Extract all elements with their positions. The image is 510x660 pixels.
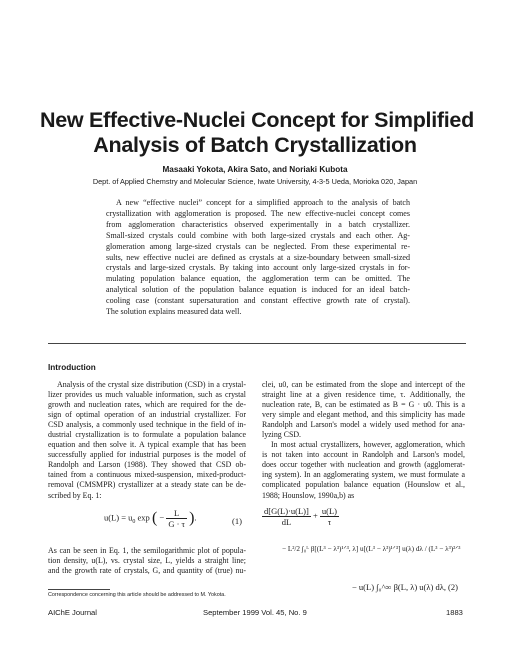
body-line: straight line at a given residence time, τ. Additionally, the [262, 390, 465, 400]
body-line: Randolph and Larson (1988). They showed that CSD ob- [48, 460, 246, 470]
authors: Masaaki Yokota, Akira Sato, and Noriaki Kubota [162, 165, 348, 174]
article-title [40, 108, 474, 158]
body-line: 1988; Hounslow, 1990a,b) as [262, 490, 355, 500]
body-line: very simple and elegant method, and this simplicity has made [262, 410, 465, 420]
body-line: equation and then solve it. A typical example that has been [48, 440, 246, 450]
body-line: Analysis of the crystal size distribution (CSD) in a crystal- [57, 380, 246, 389]
footnote-rule [48, 589, 110, 590]
left-column-paragraph [48, 380, 246, 501]
abstract-line: The solution explains measured data well. [106, 307, 242, 317]
eq1-fraction: $\frac{L}{G \cdot \tau}$ [168, 508, 185, 529]
abstract-line: A new “effective nuclei” concept for a simplified approach to the analysis of batch [116, 198, 410, 207]
body-line: As can be seen in Eq. 1, the semilogarithmic plot of popula- [48, 546, 246, 555]
equation-1-number: (1) [232, 516, 242, 526]
left-column-paragraph-2 [48, 546, 246, 576]
abstract-line: glomeration among large-sized crystals can be neglected. From these experimental re- [106, 241, 410, 251]
body-line: clei, u0, can be estimated from the slope and intercept of the [262, 380, 465, 389]
section-divider [48, 343, 466, 344]
abstract-line: crystallization with agglomeration is proposed. The new effective-nuclei concept comes [106, 208, 410, 218]
body-line: lizer provides us much valuable information, such as crystal [48, 390, 246, 400]
body-line: successfully applied for industrial purposes is the model of [48, 450, 246, 460]
body-line: lyzing CSD. [262, 430, 302, 440]
abstract-line: mulating population balance equation, the agglomeration term can be omitted. The [106, 274, 410, 284]
body-line: dustrial crystallization is to formulate a population balance [48, 430, 246, 440]
abstract-line: sults, new effective nuclei are defined as crystals at a size-boundary between small-sized [106, 252, 410, 262]
body-line: tion density, u(L), vs. crystal size, L, yields a straight line; [48, 556, 246, 566]
body-line: tained from a continuous mixed-suspension, mixed-product- [48, 470, 246, 480]
footer-journal: AIChE Journal [48, 608, 97, 617]
body-line: removal (CMSMPR) crystallizer at a steady state can be de- [48, 480, 246, 490]
footer-issue: September 1999 Vol. 45, No. 9 [203, 608, 307, 617]
body-line: growth and nucleation rates, which are required for the de- [48, 400, 246, 410]
right-column-paragraph [262, 380, 465, 501]
body-line: CSD analysis, a commonly used technique in the field of in- [48, 420, 246, 430]
equation-2-middle: − L²/2 ∫₀ᴸ β[(L³ − λ³)¹ᐟ³, λ] u[(L³ − λ³)¹ᐟ³] u(λ) dλ / (L³ − λ³)²ᐟ³ [282, 545, 461, 553]
equation-1: $u(L) = u_0$ exp ( − $\frac{L}{G \cdot \tau}$ ). [104, 508, 197, 529]
title-line-2: Analysis of Batch Crystallization [93, 133, 417, 157]
footer-page-number: 1883 [446, 608, 463, 617]
equation-2-number: (2) [448, 582, 458, 592]
body-line: ing system). In an agglomerating system, we must formulate a [262, 470, 465, 480]
abstract-line: analytical solution of the population balance equation is induced for an ideal batch- [106, 285, 410, 295]
body-line: sign of optimal operation of an industrial crystallizer. For [48, 410, 246, 420]
abstract-line: from agglomeration characteristics observed experimentally in a batch crystallizer. [106, 219, 410, 229]
body-line: does occur together with nucleation and growth (agglomerat- [262, 460, 465, 470]
equation-2-bottom: − u(L) ∫₀^∞ β(L, λ) u(λ) dλ, [352, 582, 446, 592]
abstract-line: Small-sized crystals could combine with both large-sized crystals and each other. Ag- [106, 230, 410, 240]
abstract-line: crystals and large-sized crystals. By taking into account only large-sized crystals in for- [106, 263, 410, 273]
title-line-1: New Effective-Nuclei Concept for Simplified [40, 108, 474, 132]
equation-2-top: $\frac{d[G(L)\cdot u(L)]}{dL}$ + $\frac{u(L)}{\tau}$ [264, 506, 337, 527]
body-line: Randolph and Larson's model a widely used method for ana- [262, 420, 465, 430]
affiliation: Dept. of Applied Chemstry and Molecular Science, Iwate University, 4-3-5 Ueda, Morioka 020, Japan [92, 177, 418, 186]
body-line: is not taken into account in Randolph and Larson's model, [262, 450, 465, 460]
footnote: Correspondence concerning this article should be addressed to M. Yokota. [48, 592, 226, 598]
body-line: In most actual crystallizers, however, agglomeration, which [271, 440, 465, 450]
body-line: nucleation rate, B, can be estimated as B = G · u0. This is a [262, 400, 465, 410]
body-line: complicated population balance equation (Hounslow et al., [262, 480, 465, 490]
body-line: and the growth rate of crystals, G, and quantity of (true) nu- [48, 566, 246, 576]
abstract-line: cooling case (constant supersaturation and constant effective growth rate of crystal). [106, 296, 410, 306]
body-line: scribed by Eq. 1: [48, 490, 102, 500]
section-heading-introduction: Introduction [48, 363, 96, 372]
abstract [106, 198, 410, 318]
